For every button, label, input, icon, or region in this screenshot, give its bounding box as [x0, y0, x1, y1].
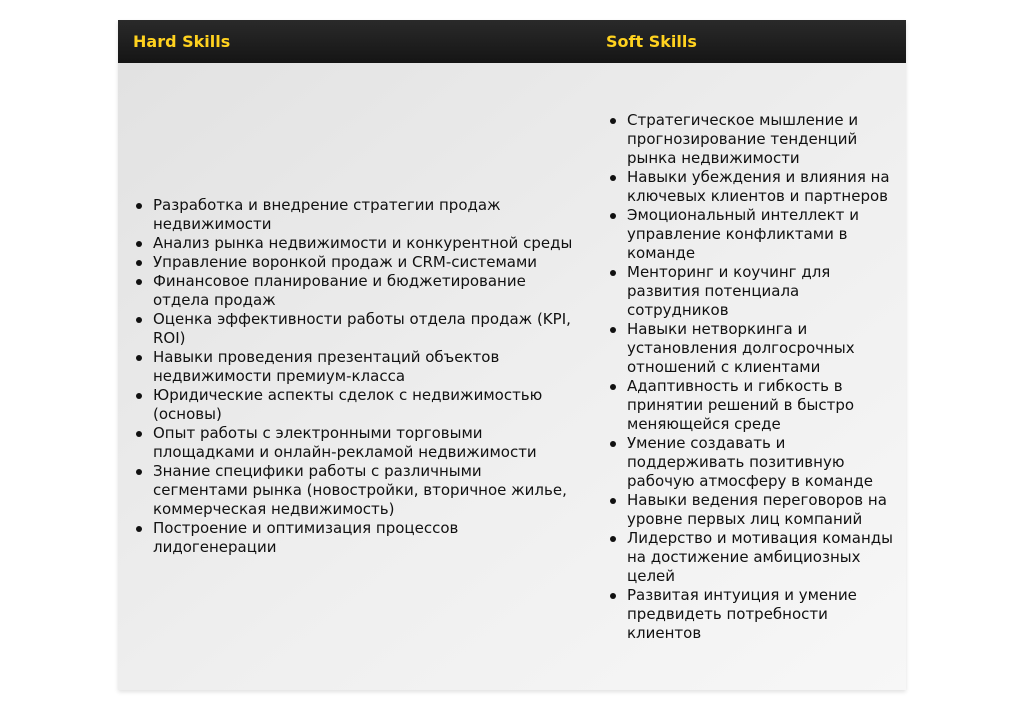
soft-skill-text: Эмоциональный интеллект и управление конфликтами в команде [627, 205, 859, 262]
hard-skill-text: Опыт работы с электронными торговыми площадками и онлайн-рекламой недвижимости [153, 424, 537, 461]
hard-skill-item [153, 519, 578, 557]
soft-skill-item [627, 263, 897, 320]
bullet-icon [610, 213, 616, 219]
soft-skills-list [627, 111, 897, 643]
soft-skill-text: Менторинг и коучинг для развития потенциала сотрудников [627, 262, 831, 319]
soft-skill-text: Навыки убеждения и влияния на ключевых клиентов и партнеров [627, 167, 890, 205]
bullet-icon [136, 431, 142, 437]
hard-skill-item [153, 234, 578, 253]
hard-skill-text: Навыки проведения презентаций объектов недвижимости премиум-класса [153, 348, 500, 385]
hard-skill-item [153, 253, 578, 272]
bullet-icon [610, 327, 616, 333]
bullet-icon [136, 260, 142, 266]
soft-skill-item [627, 529, 897, 586]
hard-skill-item [153, 462, 578, 519]
bullet-icon [610, 441, 616, 447]
hard-skills-cell [118, 63, 588, 690]
bullet-icon [136, 317, 142, 323]
bullet-icon [136, 241, 142, 247]
hard-skill-text: Анализ рынка недвижимости и конкурентной среды [153, 234, 573, 252]
soft-skill-item [627, 586, 897, 643]
soft-skill-text: Умение создавать и поддерживать позитивную рабочую атмосферу в команде [627, 433, 873, 490]
soft-skill-item [627, 377, 897, 434]
hard-skill-item [153, 386, 578, 424]
bullet-icon [610, 270, 616, 276]
hard-skill-text: Финансовое планирование и бюджетирование отдела продаж [153, 272, 526, 309]
bullet-icon [610, 536, 616, 542]
table-body-row [118, 63, 906, 690]
bullet-icon [136, 279, 142, 285]
bullet-icon [610, 593, 616, 599]
bullet-icon [136, 355, 142, 361]
bullet-icon [136, 526, 142, 532]
bullet-icon [610, 175, 616, 181]
hard-skill-item [153, 310, 578, 348]
soft-skill-text: Адаптивность и гибкость в принятии решений в быстро меняющейся среде [627, 376, 855, 433]
soft-skill-item [627, 320, 897, 377]
bullet-icon [136, 469, 142, 475]
hard-skill-text: Построение и оптимизация процессов лидогенерации [153, 519, 459, 556]
hard-skills-header: Hard Skills [133, 32, 231, 51]
hard-skill-text: Оценка эффективности работы отдела продаж (KPI, ROI) [153, 310, 571, 347]
hard-skill-text: Управление воронкой продаж и CRM-системами [153, 253, 538, 271]
bullet-icon [136, 203, 142, 209]
bullet-icon [610, 498, 616, 504]
hard-skill-text: Разработка и внедрение стратегии продаж недвижимости [153, 196, 501, 233]
bullet-icon [610, 118, 616, 124]
bullet-icon [610, 384, 616, 390]
table-header-row [118, 20, 906, 63]
soft-skill-item [627, 111, 897, 168]
soft-skill-item [627, 434, 897, 491]
skills-table [118, 20, 906, 690]
soft-skill-item [627, 491, 897, 529]
soft-skills-cell [588, 63, 906, 690]
hard-skill-item [153, 196, 578, 234]
soft-skills-header: Soft Skills [606, 32, 697, 51]
hard-skills-list [153, 196, 578, 557]
soft-skill-text: Навыки ведения переговоров на уровне первых лиц компаний [627, 490, 887, 528]
hard-skill-item [153, 424, 578, 462]
soft-skill-item [627, 168, 897, 206]
hard-skill-item [153, 348, 578, 386]
bullet-icon [136, 393, 142, 399]
soft-skill-item [627, 206, 897, 263]
soft-skill-text: Развитая интуиция и умение предвидеть потребности клиентов [627, 585, 857, 642]
soft-skill-text: Стратегическое мышление и прогнозирование тенденций рынка недвижимости [627, 110, 859, 167]
hard-skill-text: Знание специфики работы с различными сегментами рынка (новостройки, вторичное жилье, коммерческая недвижимость) [153, 462, 567, 518]
hard-skill-text: Юридические аспекты сделок с недвижимостью (основы) [153, 386, 543, 423]
hard-skill-item [153, 272, 578, 310]
soft-skill-text: Лидерство и мотивация команды на достижение амбициозных целей [627, 528, 893, 585]
soft-skill-text: Навыки нетворкинга и установления долгосрочных отношений с клиентами [627, 319, 855, 376]
